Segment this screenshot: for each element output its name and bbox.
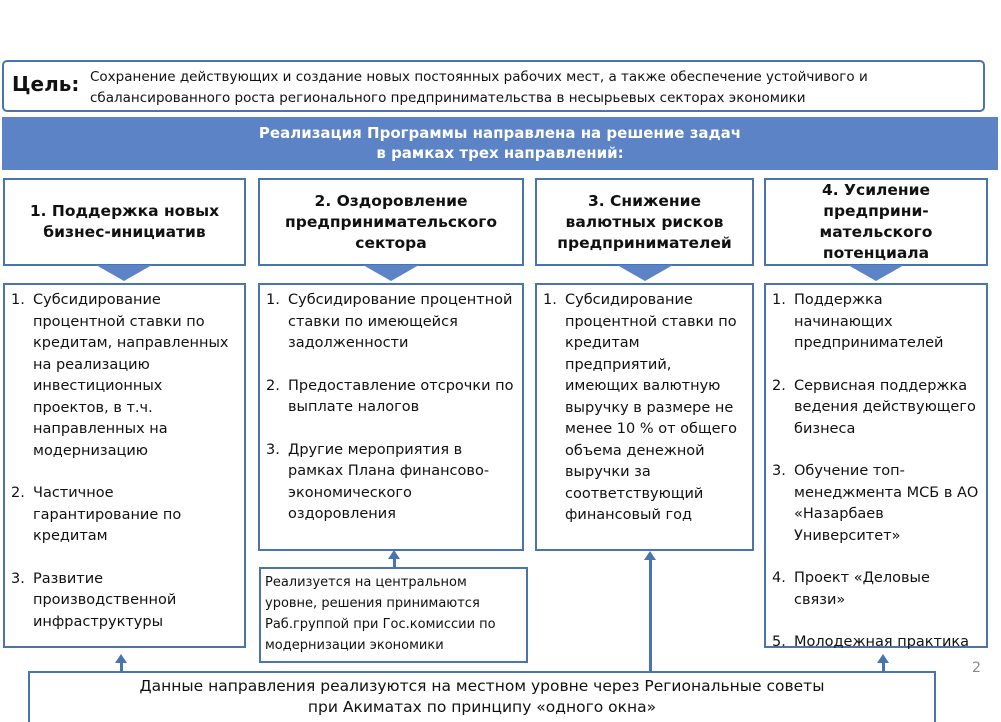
list-item: 2. Предоставление отсрочки по выплате налогов	[266, 377, 514, 415]
direction-2-list	[258, 283, 524, 551]
direction-4-arrow	[848, 265, 904, 281]
list-item: 5. Молодежная практика	[772, 634, 970, 650]
footer-arrow-head-1	[115, 654, 127, 663]
note-connector-line	[393, 558, 396, 567]
direction-1-title: 1. Поддержка новых бизнес-инициатив	[29, 202, 220, 241]
footer-connector-1	[120, 662, 123, 671]
direction-4-header	[764, 178, 988, 266]
direction-2-title: 2. Оздоровление предпринимательского сектора	[285, 191, 497, 252]
list-item: 1. Субсидирование процентной ставки по имеющейся задолженности	[266, 292, 513, 351]
goal-text: Сохранение действующих и создание новых постоянных рабочих мест, а также обеспечение устойчивого и сбалансированного роста регионального предпринимательства в несырьевых секторах экономики	[90, 69, 868, 106]
footer-connector-3	[649, 559, 652, 671]
footer-arrow-head-4	[877, 654, 889, 663]
direction-3-title: 3. Снижение валютных рисков предпринимателей	[557, 191, 732, 252]
direction-1-header	[3, 178, 246, 266]
footer-box	[28, 671, 936, 722]
list-item: 2. Сервисная поддержка ведения действующего бизнеса	[772, 377, 976, 437]
list-item: 2. Частичное гарантирование по кредитам	[11, 485, 182, 544]
goal-label: Цель:	[12, 72, 80, 96]
direction-3-arrow	[617, 265, 673, 281]
footer-connector-4	[882, 662, 885, 671]
central-level-note: Реализуется на центральном уровне, решения принимаются Раб.группой при Гос.комиссии по модернизации экономики	[259, 567, 528, 663]
list-item: 4. Проект «Деловые связи»	[772, 570, 930, 608]
list-item: 1. Субсидирование процентной ставки по кредитам, направленных на реализацию инвестиционных проектов, в т.ч. направленных на модернизацию	[11, 292, 229, 459]
banner-line-1: Реализация Программы направлена на решение задач	[258, 124, 742, 142]
banner-line-2: в рамках трех направлений:	[376, 144, 624, 162]
direction-3-list	[535, 283, 754, 551]
direction-4-title: 4. Усиление предприни-мательского потенциала	[819, 181, 933, 262]
note-arrow-head	[388, 550, 400, 559]
footer-line-1: Данные направления реализуются на местном уровне через Региональные советы	[139, 677, 825, 695]
footer-arrow-head-3	[644, 551, 656, 560]
tasks-banner	[2, 117, 998, 170]
list-item: 1. Поддержка начинающих предпринимателей	[772, 292, 944, 351]
direction-4-list	[764, 283, 988, 648]
list-item: 3. Обучение топ-менеджмента МСБ в АО «Назарбаев Университет»	[772, 463, 979, 544]
list-item: 1. Субсидирование процентной ставки по кредитам предприятий, имеющих валютную выручку в размере не менее 10 % от общего объема денежной выручки за соответствующий финансовый год	[543, 292, 738, 523]
direction-1-list	[3, 283, 246, 648]
direction-1-arrow	[96, 265, 152, 281]
goal-box	[2, 60, 985, 112]
direction-2-header	[258, 178, 524, 266]
list-item: 3. Развитие производственной инфраструктуры	[11, 570, 177, 630]
direction-3-header	[535, 178, 754, 266]
footer-line-2: при Акиматах по принципу «одного окна»	[307, 698, 657, 716]
list-item: 3. Другие мероприятия в рамках Плана финансово-экономического оздоровления	[266, 441, 490, 522]
page-number: 2	[972, 660, 981, 676]
direction-2-arrow	[363, 265, 419, 281]
